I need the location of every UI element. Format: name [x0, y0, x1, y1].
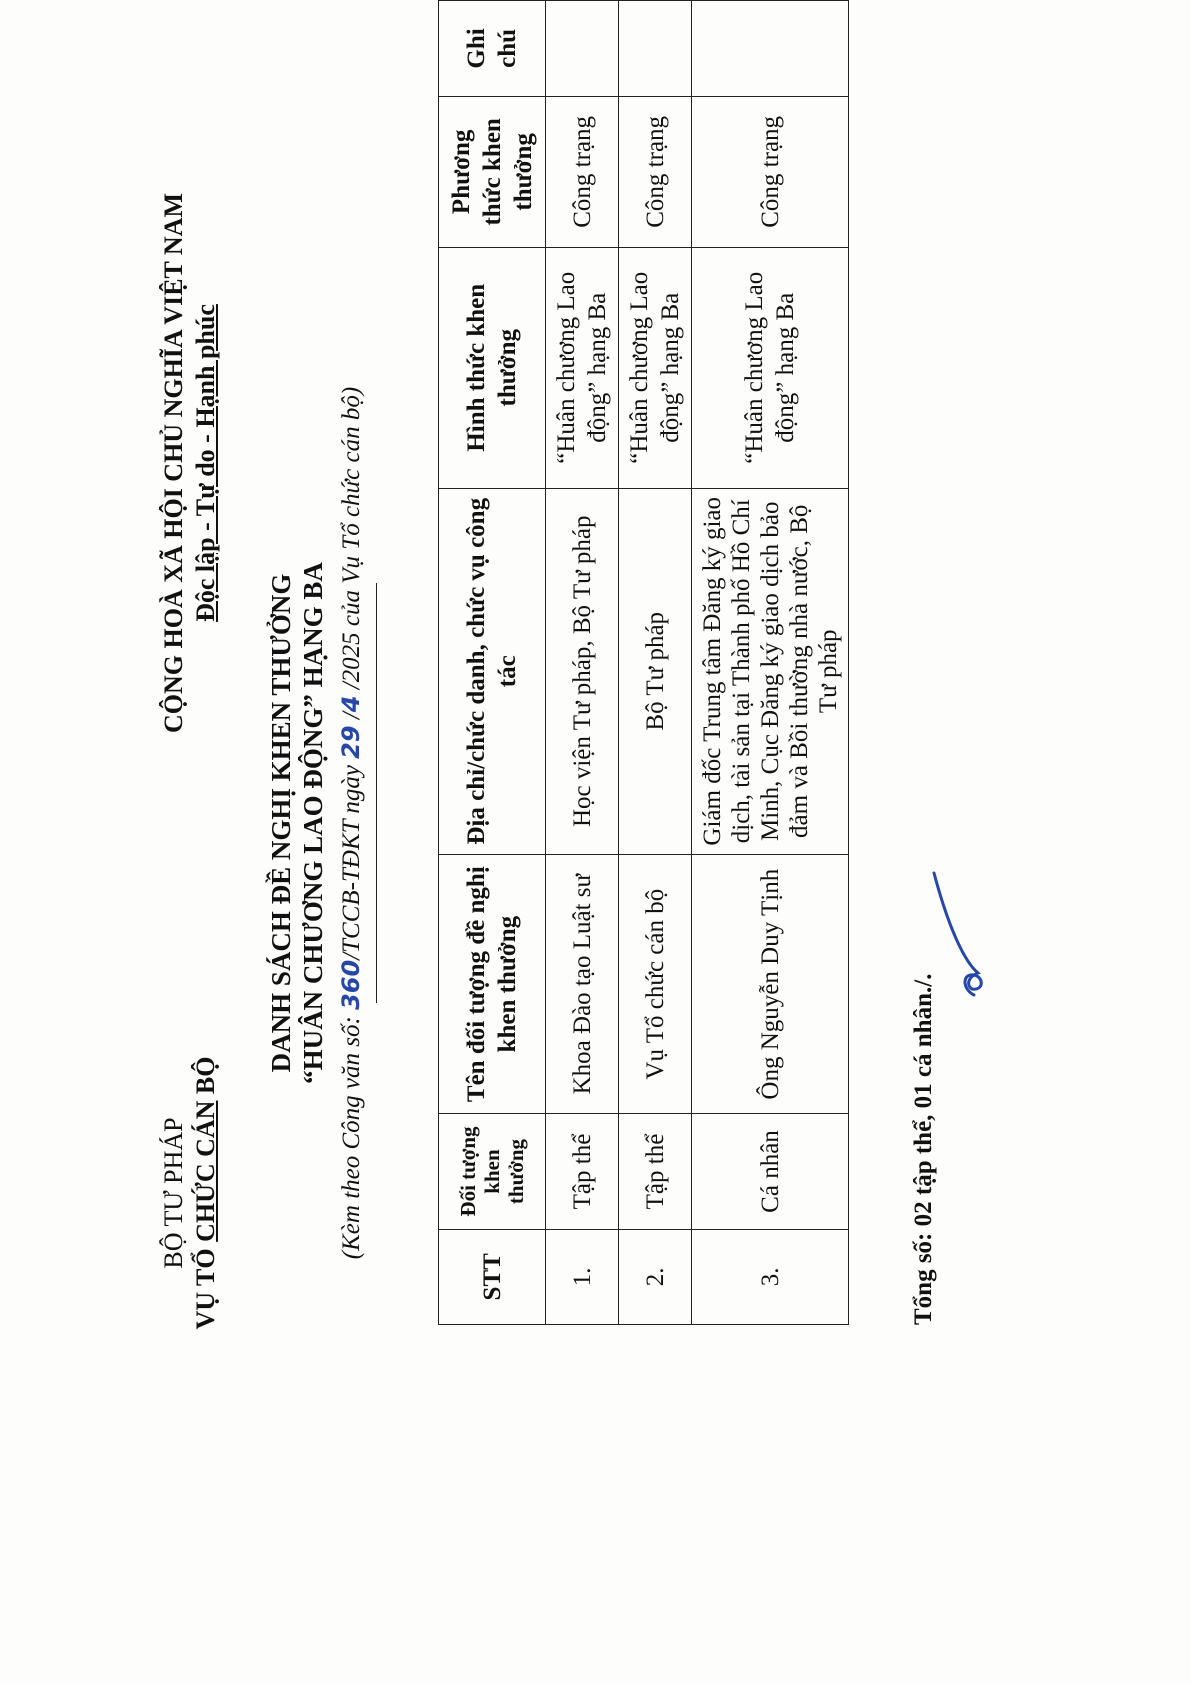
cell-stt: 1. [546, 1229, 619, 1324]
cell-ten: Ông Nguyễn Duy Tịnh [692, 854, 849, 1113]
header-dia-chi: Địa chỉ/chức danh, chức vụ công tác [439, 488, 546, 854]
subtitle-part-2: /TCCB-TĐKT ngày [338, 758, 365, 960]
handwritten-doc-day: 29 [337, 725, 365, 759]
subtitle-underline [376, 583, 377, 1003]
award-table-wrapper [438, 0, 849, 1325]
document-title-block [265, 293, 368, 1353]
table-row [546, 1, 619, 1325]
title-line-2: “HUÂN CHƯƠNG LAO ĐỘNG” HẠNG BA [298, 562, 328, 1084]
department-name [190, 933, 222, 1453]
cell-stt: 3. [692, 1229, 849, 1324]
header-ten: Tên đối tượng đề nghị khen thưởng [439, 854, 546, 1113]
document-subtitle [335, 293, 368, 1353]
handwritten-doc-number: 360 [337, 959, 365, 1010]
country-name: CỘNG HOÀ XÃ HỘI CHỦ NGHĨA VIỆT NAM [159, 192, 188, 734]
cell-dia-chi: Giám đốc Trung tâm Đăng ký giao dịch, tài sản tại Thành phố Hồ Chí Minh, Cục Đăng ký giao dịch bảo đảm và Bồi thường nhà nước, Bộ Tư pháp [692, 488, 849, 854]
header-hinh-thuc: Hình thức khen thưởng [439, 247, 546, 488]
cell-phuong-thuc: Công trạng [692, 96, 849, 247]
total-summary: Tổng số: 02 tập thể, 01 cá nhân./. [910, 973, 937, 1325]
issuing-agency-header [158, 933, 222, 1453]
cell-ghi-chu [546, 1, 619, 97]
table-header-row [439, 1, 546, 1325]
cell-doi-tuong: Tập thể [546, 1114, 619, 1229]
department-name-suffix: BỘ [191, 1056, 220, 1101]
cell-phuong-thuc: Công trạng [546, 96, 619, 247]
cell-stt: 2. [619, 1229, 692, 1324]
cell-ghi-chu [692, 1, 849, 97]
cell-dia-chi: Bộ Tư pháp [619, 488, 692, 854]
handwritten-initial-mark [926, 863, 1006, 1003]
national-motto-wrap [190, 103, 222, 823]
table-row [619, 1, 692, 1325]
cell-ghi-chu [619, 1, 692, 97]
header-phuong-thuc: Phương thức khen thưởng [439, 96, 546, 247]
title-line-1: DANH SÁCH ĐỀ NGHỊ KHEN THƯỞNG [266, 573, 296, 1073]
cell-hinh-thuc: “Huân chương Lao động” hạng Ba [546, 247, 619, 488]
handwritten-doc-month: 4 [337, 695, 365, 713]
table-row [692, 1, 849, 1325]
cell-ten: Khoa Đào tạo Luật sư [546, 854, 619, 1113]
award-nomination-table [438, 0, 849, 1325]
department-name-prefix: VỤ TỔ [191, 1241, 220, 1330]
cell-phuong-thuc: Công trạng [619, 96, 692, 247]
cell-dia-chi: Học viện Tư pháp, Bộ Tư pháp [546, 488, 619, 854]
header-stt: STT [439, 1229, 546, 1324]
header-doi-tuong: Đối tượng khen thưởng [439, 1114, 546, 1229]
national-header [158, 103, 222, 823]
ministry-name: BỘ TƯ PHÁP [159, 1117, 188, 1269]
national-motto: Độc lập - Tự do - Hạnh phúc [191, 304, 220, 622]
department-name-underlined: CHỨC CÁN [191, 1100, 220, 1242]
cell-ten: Vụ Tổ chức cán bộ [619, 854, 692, 1113]
cell-hinh-thuc: “Huân chương Lao động” hạng Ba [619, 247, 692, 488]
subtitle-part-1: (Kèm theo Công văn số: [338, 1009, 365, 1260]
subtitle-part-4: /2025 của Vụ Tổ chức cán bộ) [338, 386, 365, 696]
header-ghi-chu: Ghi chú [439, 1, 546, 97]
cell-hinh-thuc: “Huân chương Lao động” hạng Ba [692, 247, 849, 488]
cell-doi-tuong: Tập thể [619, 1114, 692, 1229]
subtitle-part-3: / [338, 712, 365, 726]
cell-doi-tuong: Cá nhân [692, 1114, 849, 1229]
